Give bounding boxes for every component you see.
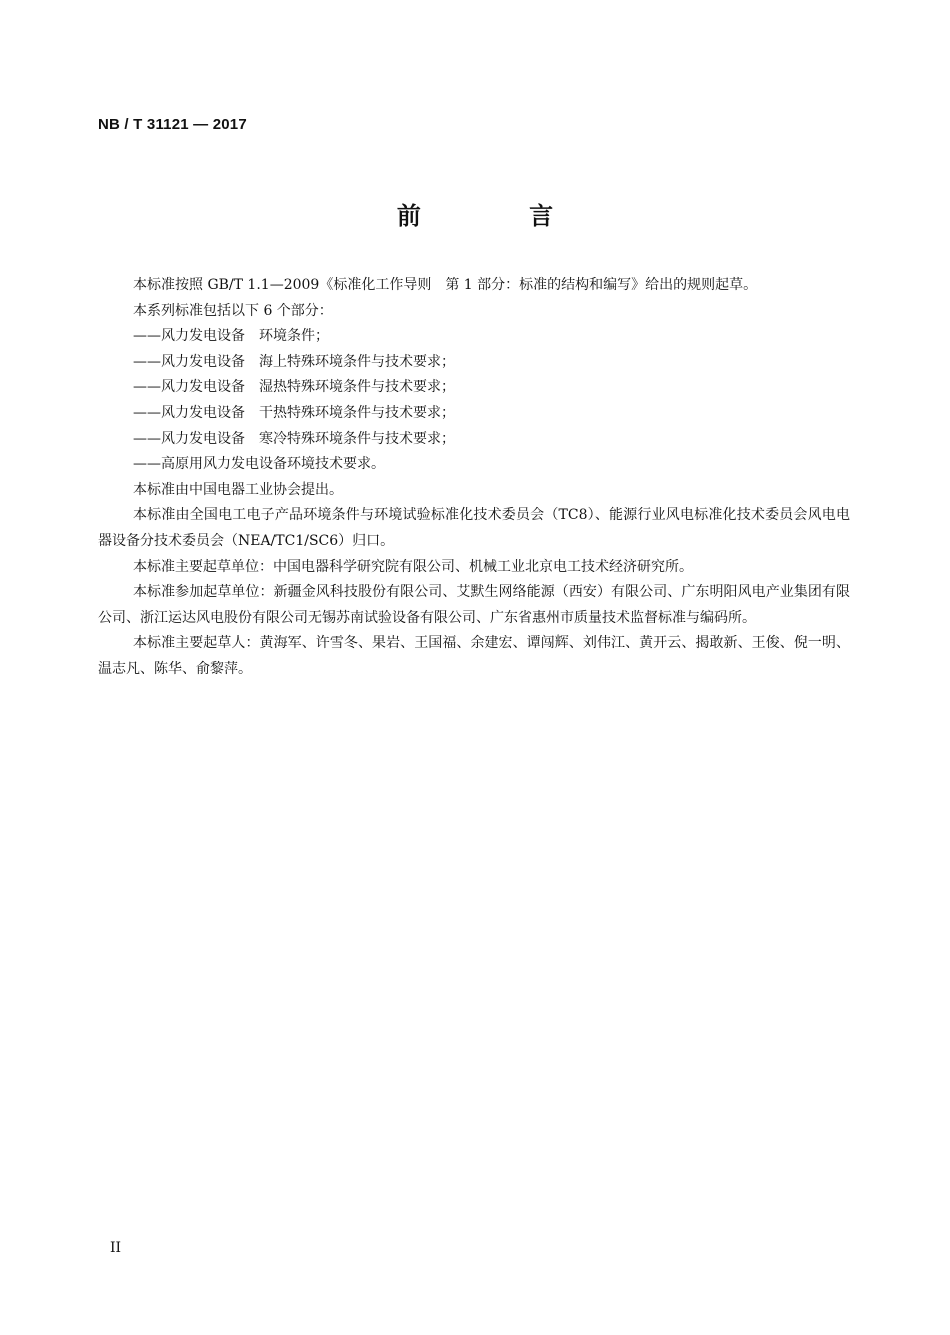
paragraph-drafting-rules: 本标准按照 GB/T 1.1—2009《标准化工作导则 第 1 部分：标准的结构和编写》给出的规则起草。 [133,277,758,293]
list-item: ——风力发电设备 干热特殊环境条件与技术要求； [133,404,455,421]
list-item: ——高原用风力发电设备环境技术要求。 [133,456,385,473]
list-item: ——风力发电设备 寒冷特殊环境条件与技术要求； [133,430,455,447]
standard-number: NB / T 31121 — 2017 [98,116,247,133]
paragraph-responsible-committee: 本标准由全国电工电子产品环境条件与环境试验标准化技术委员会（TC8）、能源行业风电标准化技术委员会风电电器设备分技术委员会（NEA/TC1/SC6）归口。 [98,507,850,549]
page-title: 前 言 [396,202,604,230]
paragraph-series-intro: 本系列标准包括以下 6 个部分： [133,302,333,319]
paragraph-main-drafters: 本标准主要起草人：黄海军、许雪冬、果岩、王国福、余建宏、谭闯辉、刘伟江、黄开云、揭敢新、王俊、倪一明、温志凡、陈华、俞黎萍。 [98,635,850,677]
paragraph-participating-units: 本标准参加起草单位：新疆金风科技股份有限公司、艾默生网络能源（西安）有限公司、广东明阳风电产业集团有限公司、浙江运达风电股份有限公司无锡苏南试验设备有限公司、广东省惠州市质量技术监督标准与编码所。 [98,584,850,626]
paragraph-proposer: 本标准由中国电器工业协会提出。 [133,481,343,498]
list-item: ——风力发电设备 海上特殊环境条件与技术要求； [133,353,455,370]
list-item: ——风力发电设备 环境条件； [133,328,329,345]
list-item: ——风力发电设备 湿热特殊环境条件与技术要求； [133,379,455,396]
foreword-body [98,273,850,683]
page-number: II [110,1240,122,1256]
paragraph-main-drafting-units: 本标准主要起草单位：中国电器科学研究院有限公司、机械工业北京电工技术经济研究所。 [133,558,693,575]
